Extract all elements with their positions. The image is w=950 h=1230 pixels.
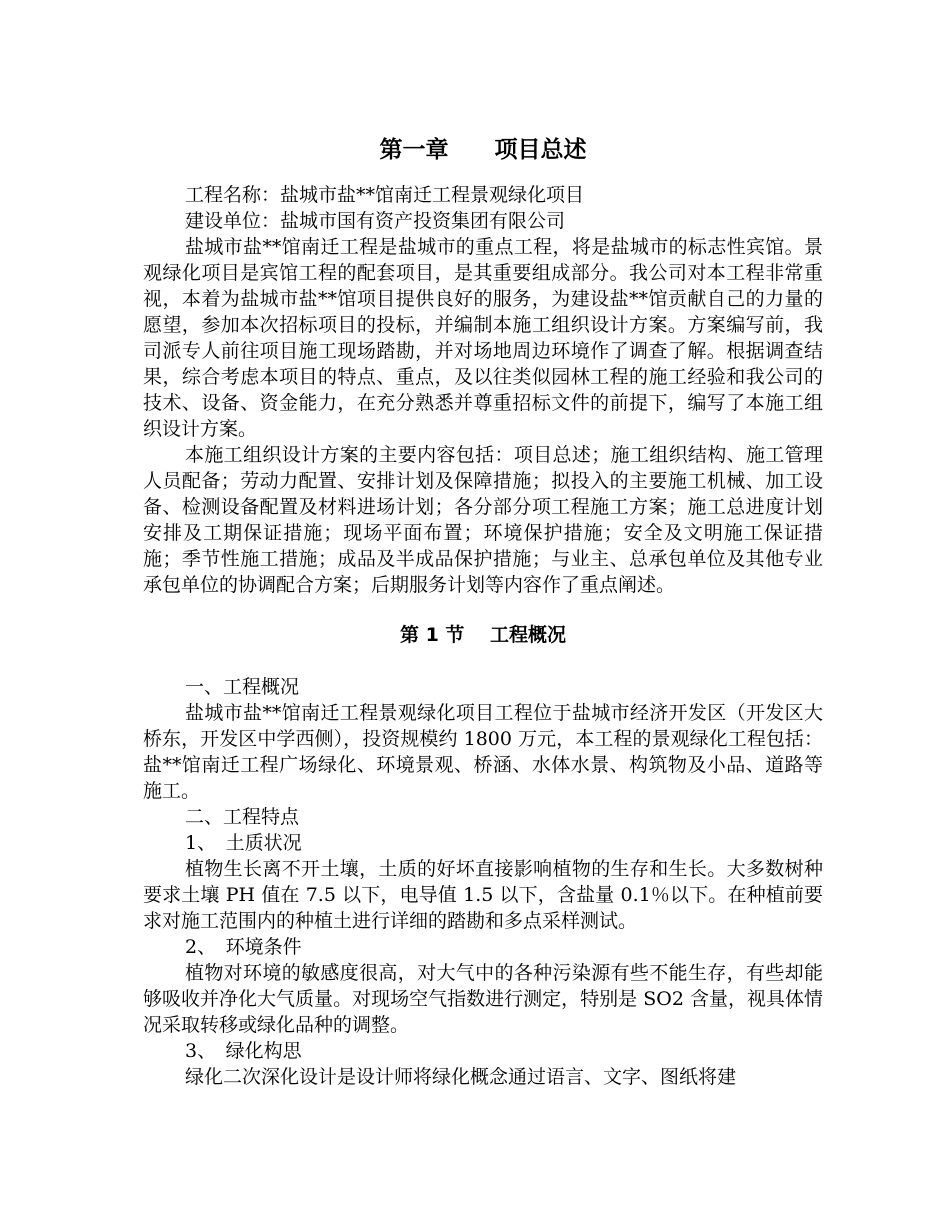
item-2-title: 2、 环境条件: [185, 936, 302, 958]
item-2-paragraph: 植物对环境的敏感度很高，对大气中的各种污染源有些不能生存，有些却能够吸收并净化大气质量。对现场空气指数进行测定，特别是 SO2 含量，视具体情况采取转移或绿化品种的调整。: [143, 962, 823, 1036]
heading-features: 二、工程特点: [185, 806, 300, 828]
document-page: [143, 130, 823, 1090]
item-3-title: 3、 绿化构思: [185, 1040, 302, 1062]
intro-paragraph-2: 本施工组织设计方案的主要内容包括：项目总述；施工组织结构、施工管理人员配备；劳动力配置、安排计划及保障措施；拟投入的主要施工机械、加工设备、检测设备配置及材料进场计划；各分部分项工程施工方案；施工总进度计划安排及工期保证措施；现场平面布置；环境保护措施；安全及文明施工保证措施；季节性施工措施；成品及半成品保护措施；与业主、总承包单位及其他专业承包单位的协调配合方案；后期服务计划等内容作了重点阐述。: [143, 444, 823, 596]
heading-overview: 一、工程概况: [185, 676, 300, 698]
project-owner-line: 建设单位：盐城市国有资产投资集团有限公司: [185, 210, 566, 232]
overview-paragraph: 盐城市盐**馆南迁工程景观绿化项目工程位于盐城市经济开发区（开发区大桥东，开发区中学西侧），投资规模约 1800 万元，本工程的景观绿化工程包括：盐**馆南迁工程广场绿化、环境景观、桥涵、水体水景、构筑物及小品、道路等施工。: [143, 702, 823, 802]
item-3-paragraph: 绿化二次深化设计是设计师将绿化概念通过语言、文字、图纸将建: [185, 1066, 737, 1088]
item-1-paragraph: 植物生长离不开土壤，土质的好坏直接影响植物的生存和生长。大多数树种要求土壤 PH 值在 7.5 以下，电导值 1.5 以下，含盐量 0.1％以下。在种植前要求对施工范围内的种植土进行详细的踏勘和多点采样测试。: [143, 858, 823, 932]
chapter-title: 第一章 项目总述: [379, 137, 587, 163]
project-name-line: 工程名称：盐城市盐**馆南迁工程景观绿化项目: [185, 184, 585, 206]
item-1-title: 1、 土质状况: [185, 832, 302, 854]
intro-paragraph-1: 盐城市盐**馆南迁工程是盐城市的重点工程，将是盐城市的标志性宾馆。景观绿化项目是宾馆工程的配套项目，是其重要组成部分。我公司对本工程非常重视，本着为盐城市盐**馆项目提供良好的服务，为建设盐**馆贡献自己的力量的愿望，参加本次招标项目的投标，并编制本施工组织设计方案。方案编写前，我司派专人前往项目施工现场踏勘，并对场地周边环境作了调查了解。根据调查结果，综合考虑本项目的特点、重点，及以往类似园林工程的施工经验和我公司的技术、设备、资金能力，在充分熟悉并尊重招标文件的前提下，编写了本施工组织设计方案。: [143, 236, 823, 440]
section-title: 第 1 节 工程概况: [399, 624, 567, 646]
